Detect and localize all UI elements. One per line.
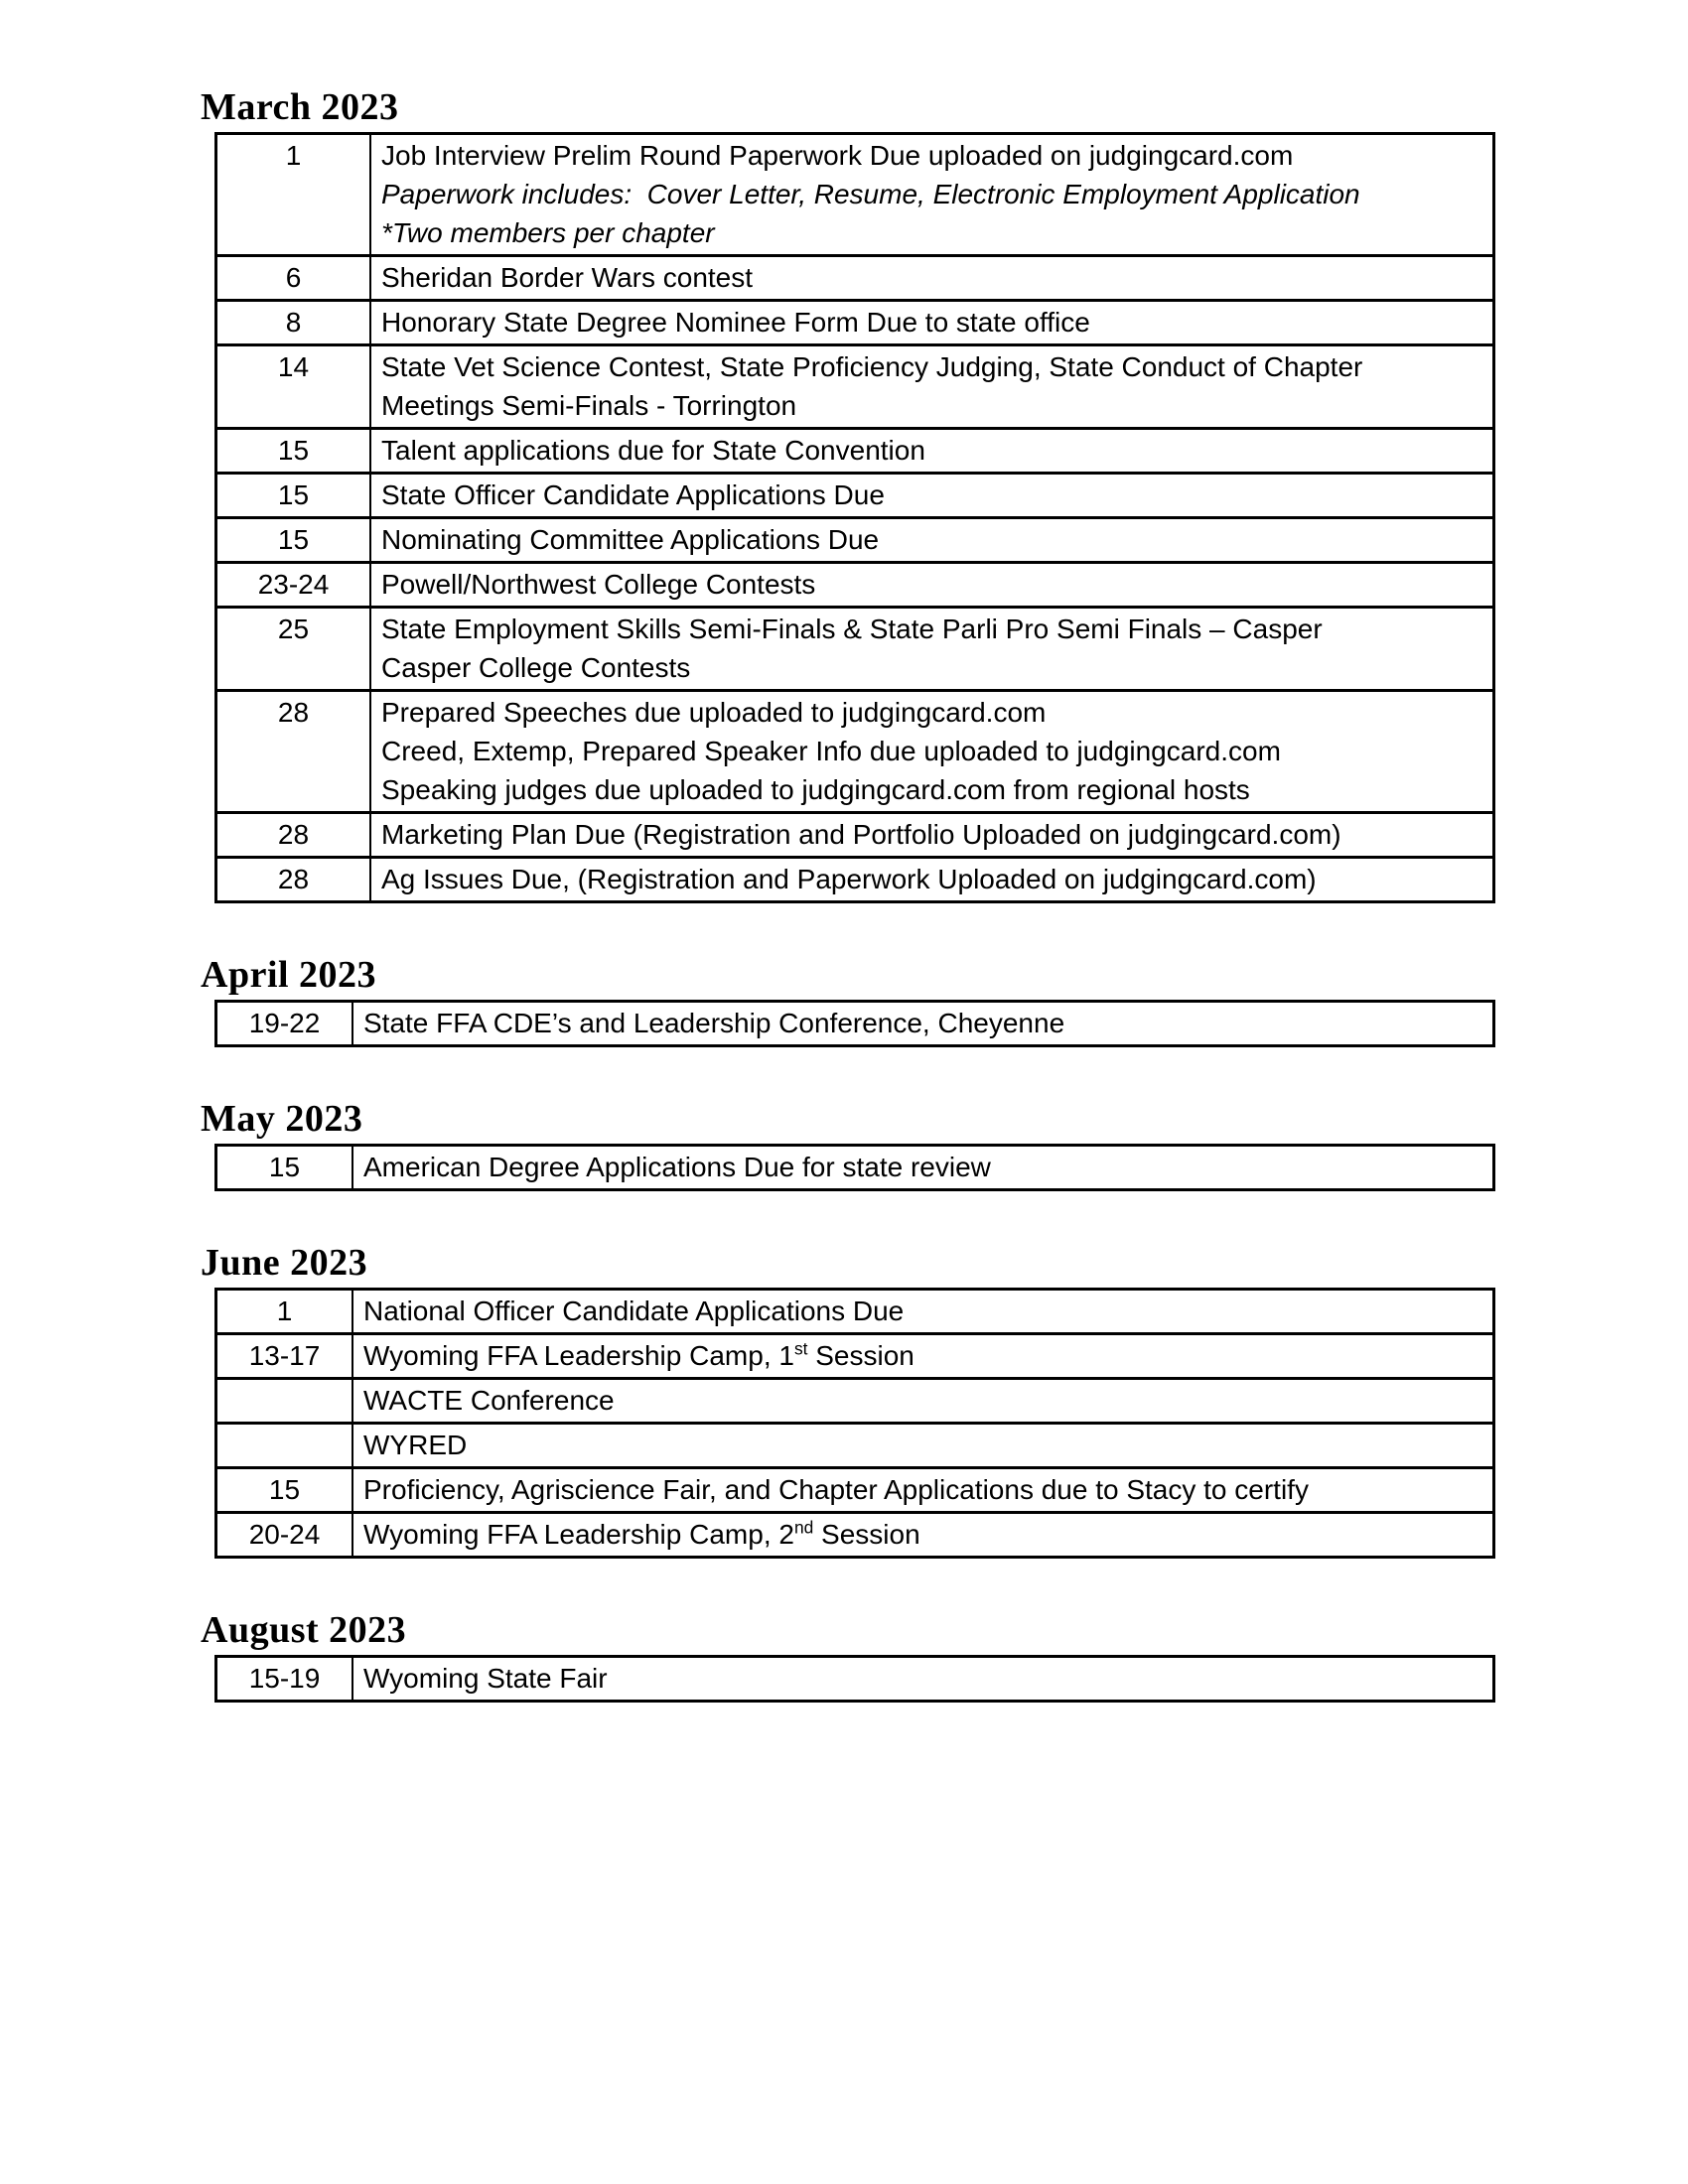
event-cell [352, 1290, 1494, 1334]
calendar-table [214, 1144, 1495, 1191]
event-line [363, 1515, 1486, 1554]
event-cell [370, 474, 1494, 518]
event-line [381, 213, 1486, 252]
event-text: Marketing Plan Due (Registration and Portfolio Uploaded on judgingcard.com) [381, 819, 1341, 850]
event-line [381, 386, 1486, 425]
table-row [216, 1379, 1494, 1424]
date-cell: 1 [216, 1290, 353, 1334]
date-cell: 25 [216, 608, 371, 691]
event-cell [370, 429, 1494, 474]
event-text: Prepared Speeches due uploaded to judgingcard.com [381, 697, 1047, 728]
event-cell [352, 1379, 1494, 1424]
section-title: March 2023 [201, 86, 399, 128]
date-cell: 28 [216, 858, 371, 902]
event-line [381, 860, 1486, 898]
month-section [201, 955, 1688, 1047]
table-row [216, 256, 1494, 301]
event-cell [352, 1146, 1494, 1190]
event-cell [370, 691, 1494, 813]
event-text: Wyoming FFA Leadership Camp, 1 [363, 1340, 794, 1371]
date-cell: 15 [216, 429, 371, 474]
table-row [216, 1424, 1494, 1468]
event-cell [370, 345, 1494, 429]
event-text: Nominating Committee Applications Due [381, 524, 880, 555]
event-line [381, 303, 1486, 341]
event-text: State FFA CDE’s and Leadership Conference, Cheyenne [363, 1008, 1065, 1038]
event-line [381, 693, 1486, 732]
event-line [363, 1659, 1486, 1698]
date-cell: 14 [216, 345, 371, 429]
event-line [381, 732, 1486, 770]
event-cell [370, 256, 1494, 301]
event-text: WACTE Conference [363, 1385, 615, 1416]
event-text: Paperwork includes: Cover Letter, Resume, Electronic Employment Application [381, 179, 1360, 209]
table-row [216, 518, 1494, 563]
table-row [216, 474, 1494, 518]
date-cell: 8 [216, 301, 371, 345]
event-cell [352, 1513, 1494, 1558]
date-cell: 15 [216, 1468, 353, 1513]
section-title: May 2023 [201, 1098, 363, 1140]
event-cell [370, 563, 1494, 608]
event-line [381, 476, 1486, 514]
event-text: Session [813, 1519, 920, 1550]
event-line [363, 1292, 1486, 1330]
event-line [363, 1148, 1486, 1186]
table-row [216, 429, 1494, 474]
table-row [216, 345, 1494, 429]
date-cell: 15-19 [216, 1657, 353, 1702]
date-cell: 15 [216, 474, 371, 518]
calendar-table [214, 1655, 1495, 1703]
event-line [381, 565, 1486, 604]
event-cell [370, 301, 1494, 345]
event-text: State Employment Skills Semi-Finals & State Parli Pro Semi Finals – Casper [381, 614, 1323, 644]
event-text: Proficiency, Agriscience Fair, and Chapter Applications due to Stacy to certify [363, 1474, 1309, 1505]
event-line [381, 258, 1486, 297]
event-line [363, 1381, 1486, 1420]
event-text: Casper College Contests [381, 652, 691, 683]
event-text: Creed, Extemp, Prepared Speaker Info due uploaded to judgingcard.com [381, 736, 1281, 766]
table-row [216, 301, 1494, 345]
calendar-table [214, 132, 1495, 903]
event-text: *Two members per chapter [381, 217, 715, 248]
calendar-table [214, 1288, 1495, 1559]
event-cell [370, 858, 1494, 902]
event-text: Job Interview Prelim Round Paperwork Due uploaded on judgingcard.com [381, 140, 1294, 171]
date-cell: 13-17 [216, 1334, 353, 1379]
event-text: State Vet Science Contest, State Proficiency Judging, State Conduct of Chapter [381, 351, 1363, 382]
table-row [216, 1146, 1494, 1190]
event-line [381, 136, 1486, 175]
event-text: State Officer Candidate Applications Due [381, 479, 885, 510]
event-text: National Officer Candidate Applications Due [363, 1296, 905, 1326]
ordinal-suffix: nd [793, 1517, 814, 1538]
date-cell: 15 [216, 518, 371, 563]
event-text: WYRED [363, 1430, 468, 1460]
date-cell: 6 [216, 256, 371, 301]
section-title: June 2023 [201, 1242, 368, 1284]
table-row [216, 134, 1494, 256]
table-row [216, 858, 1494, 902]
event-line [363, 1470, 1486, 1509]
date-cell: 19-22 [216, 1002, 353, 1046]
event-line [381, 815, 1486, 854]
event-line [381, 610, 1486, 648]
event-line [381, 770, 1486, 809]
table-row [216, 1290, 1494, 1334]
date-cell: 28 [216, 813, 371, 858]
month-section [201, 1099, 1688, 1191]
month-section [201, 1243, 1688, 1559]
ordinal-suffix: st [793, 1338, 808, 1359]
date-cell: 15 [216, 1146, 353, 1190]
section-title: August 2023 [201, 1609, 407, 1651]
date-cell: 1 [216, 134, 371, 256]
table-row [216, 1002, 1494, 1046]
month-section [201, 1610, 1688, 1703]
event-line [381, 431, 1486, 470]
event-cell [370, 134, 1494, 256]
event-text: Wyoming State Fair [363, 1663, 608, 1694]
date-cell [216, 1379, 353, 1424]
event-cell [352, 1657, 1494, 1702]
section-title: April 2023 [201, 954, 377, 996]
calendar-table [214, 1000, 1495, 1047]
table-row [216, 1334, 1494, 1379]
event-text: Powell/Northwest College Contests [381, 569, 816, 600]
event-cell [352, 1424, 1494, 1468]
table-row [216, 1468, 1494, 1513]
date-cell [216, 1424, 353, 1468]
event-line [381, 520, 1486, 559]
event-line [363, 1004, 1486, 1042]
event-text: Session [807, 1340, 914, 1371]
date-cell: 20-24 [216, 1513, 353, 1558]
event-cell [352, 1002, 1494, 1046]
table-row [216, 1513, 1494, 1558]
event-text: Sheridan Border Wars contest [381, 262, 754, 293]
date-cell: 23-24 [216, 563, 371, 608]
table-row [216, 691, 1494, 813]
event-text: American Degree Applications Due for state review [363, 1152, 991, 1182]
table-row [216, 563, 1494, 608]
table-row [216, 608, 1494, 691]
event-cell [352, 1334, 1494, 1379]
event-cell [370, 608, 1494, 691]
event-line [381, 648, 1486, 687]
date-cell: 28 [216, 691, 371, 813]
event-line [381, 347, 1486, 386]
event-text: Wyoming FFA Leadership Camp, 2 [363, 1519, 794, 1550]
table-row [216, 813, 1494, 858]
event-line [363, 1336, 1486, 1375]
event-cell [352, 1468, 1494, 1513]
event-text: Speaking judges due uploaded to judgingcard.com from regional hosts [381, 774, 1250, 805]
calendar-document [201, 87, 1688, 1703]
month-section [201, 87, 1688, 903]
event-text: Talent applications due for State Convention [381, 435, 925, 466]
event-text: Meetings Semi-Finals - Torrington [381, 390, 797, 421]
event-line [381, 175, 1486, 213]
event-cell [370, 518, 1494, 563]
event-text: Ag Issues Due, (Registration and Paperwork Uploaded on judgingcard.com) [381, 864, 1317, 894]
event-text: Honorary State Degree Nominee Form Due to state office [381, 307, 1090, 338]
table-row [216, 1657, 1494, 1702]
event-cell [370, 813, 1494, 858]
event-line [363, 1426, 1486, 1464]
